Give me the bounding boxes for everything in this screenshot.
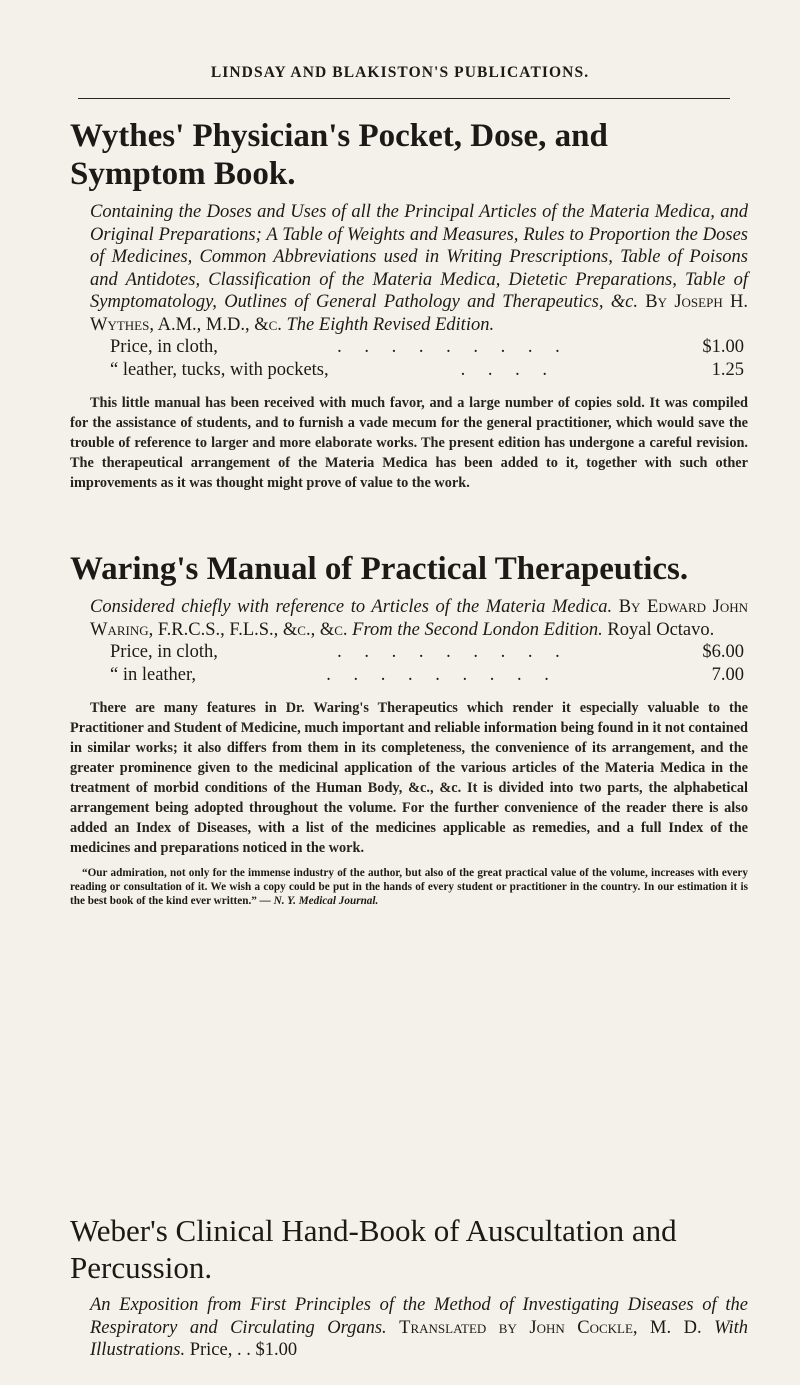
entry-title: Weber's Clinical Hand-Book of Auscultation and Percussion. bbox=[70, 1213, 677, 1285]
price-leader: . . bbox=[236, 1340, 251, 1360]
entry-title: Wythes' Physician's Pocket, Dose, and Symptom Book. bbox=[70, 118, 608, 192]
price-amount: $1.00 bbox=[255, 1340, 298, 1360]
quote-text: “Our admiration, not only for the immense industry of the author, but also of the great practical value of the volume, increases with every reading or consultation of it. We wish a copy could be put in the hands of every student or practitioner in the country. In our estimation it is the best book of the kind ever written.” bbox=[70, 867, 748, 907]
entry-subtitle: Containing the Doses and Uses of all the Principal Articles of the Materia Medica, and Original Preparations; A Table of Weights and Measures, Rules to Proportion the Doses of Medicines, Common Abbreviations used in Writing Prescriptions, Table of Poisons and Antidotes, Classification of the Materia Medica, Dietetic Preparations, Table of Symptomatology, Outlines of General Pathology and Therapeutics, &c. bbox=[90, 202, 748, 312]
entry-author: By Edward John Waring, F.R.C.S., F.L.S., &c., &c. bbox=[90, 597, 749, 640]
price-leader: . . . . bbox=[460, 359, 556, 380]
running-head: LINDSAY AND BLAKISTON'S PUBLICATIONS. bbox=[210, 64, 590, 81]
entry-edition: From the Second London Edition. bbox=[352, 619, 603, 640]
entry-waring bbox=[70, 550, 748, 908]
price-leader: . . . . . . . . . bbox=[337, 642, 569, 662]
price-row bbox=[110, 359, 744, 382]
entry-description bbox=[90, 596, 748, 641]
entry-blurb: There are many features in Dr. Waring's Therapeutics which render it especially valuable to the Practitioner and Student of Medicine, much important and reliable information being found in it not contained in similar works; it also differs from them in its completeness, the convenience of its arrangement, and the greater prominence given to the medicinal application of the various articles of the Materia Medica in the treatment of morbid conditions of the Human Body, &c., &c. It is divided into two parts, the alphabetical arrangement being adopted throughout the volume. For the further convenience of the reader there is also added an Index of Diseases, with a list of the medicines applicable as remedies, and a full Index of the medicines and preparations noticed in the work. bbox=[70, 700, 748, 856]
price-amount: $1.00 bbox=[702, 337, 744, 357]
price-row bbox=[110, 336, 744, 359]
entry-subtitle: An Exposition from First Principles of the Method of Investigating Diseases of the Respiratory and Circulating Organs. bbox=[90, 1295, 748, 1338]
price-label: Price, bbox=[189, 1340, 233, 1360]
entry-illustrations: With Illustrations. bbox=[90, 1317, 748, 1360]
entry-subtitle: Considered chiefly with reference to Articles of the Materia Medica. bbox=[90, 597, 613, 617]
header-rule bbox=[78, 98, 730, 99]
entry-edition: The Eighth Revised Edition. bbox=[286, 314, 495, 335]
price-row bbox=[110, 664, 744, 687]
entry-title: Waring's Manual of Practical Therapeutics. bbox=[70, 551, 689, 587]
entry-blurb: This little manual has been received with much favor, and a large number of copies sold. It was compiled for the assistance of students, and to furnish a vade mecum for the general practitioner, which would save the trouble of reference to larger and more elaborate works. The present edition has undergone a careful revision. The therapeutical arrangement of the Materia Medica has been added to it, together with such other improvements as it was thought might prove of value to the work. bbox=[70, 395, 748, 491]
price-label: Price, in cloth, bbox=[110, 642, 218, 662]
price-label: Price, in cloth, bbox=[110, 337, 218, 357]
quote-source: — N. Y. Medical Journal. bbox=[259, 895, 379, 907]
price-leader: . . . . . . . . . bbox=[337, 337, 569, 357]
entry-weber bbox=[70, 1212, 748, 1362]
review-quote bbox=[70, 866, 748, 908]
price-label: “ in leather, bbox=[110, 664, 197, 685]
price-amount: 7.00 bbox=[711, 664, 744, 685]
entry-translator: Translated by John Cockle, M. D. bbox=[399, 1317, 702, 1338]
price-amount: 1.25 bbox=[711, 359, 744, 380]
entry-author: By Joseph H. Wythes, A.M., M.D., &c. bbox=[90, 292, 748, 335]
price-leader: . . . . . . . . . bbox=[326, 664, 558, 685]
entry-format: Royal Octavo. bbox=[607, 619, 715, 640]
entry-wythes bbox=[70, 117, 748, 493]
price-row bbox=[110, 641, 744, 664]
price-label: “ leather, tucks, with pockets, bbox=[110, 359, 329, 380]
entry-description bbox=[90, 1294, 748, 1362]
entry-description bbox=[90, 201, 748, 336]
price-amount: $6.00 bbox=[702, 642, 744, 662]
